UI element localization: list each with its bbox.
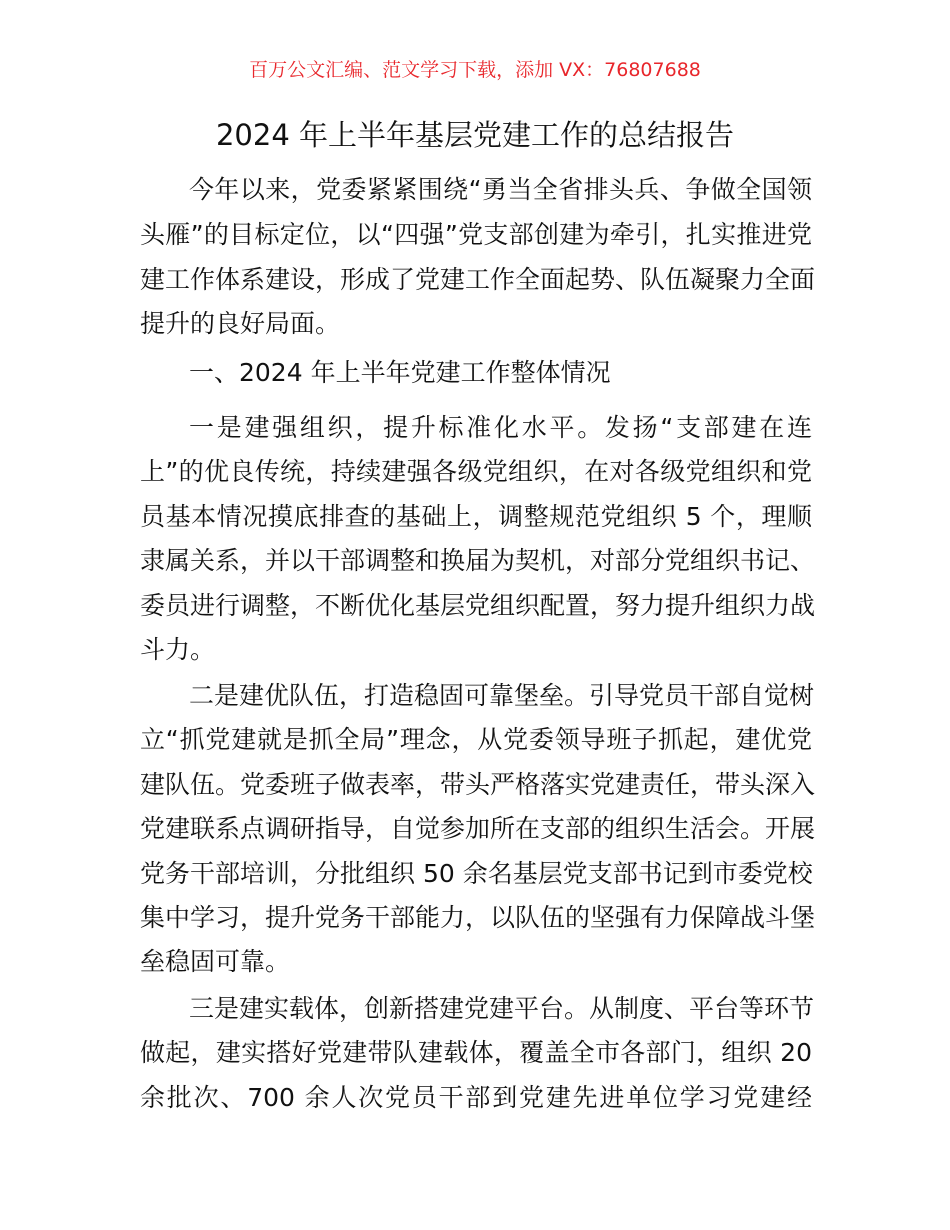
text-line: 建工作体系建设，形成了党建工作全面起势、队伍凝聚力全面 bbox=[140, 265, 816, 294]
text-line: 头雁”的目标定位，以“四强”党支部创建为牵引，扎实推进党 bbox=[140, 220, 812, 249]
text-line: 建队伍。党委班子做表率，带头严格落实党建责任，带头深入 bbox=[140, 770, 816, 799]
text-line: 一、2024 年上半年党建工作整体情况 bbox=[189, 358, 611, 387]
text-line: 余批次、700 余人次党员干部到党建先进单位学习党建经 bbox=[140, 1083, 812, 1112]
text-line: 党建联系点调研指导，自觉参加所在支部的组织生活会。开展 bbox=[140, 814, 816, 843]
text-line: 二是建优队伍，打造稳固可靠堡垒。引导党员干部自觉树 bbox=[189, 681, 815, 710]
text-line: 垒稳固可靠。 bbox=[140, 947, 291, 976]
text-line: 上”的优良传统，持续建强各级党组织，在对各级党组织和党 bbox=[140, 457, 812, 486]
text-line: 立“抓党建就是抓全局”理念，从党委领导班子抓起，建优党 bbox=[140, 725, 812, 754]
text-line: 斗力。 bbox=[140, 635, 216, 664]
watermark-header: 百万公文汇编、范文学习下载，添加 VX：76807688 bbox=[249, 59, 701, 81]
text-line: 党务干部培训，分批组织 50 余名基层党支部书记到市委党校 bbox=[140, 859, 813, 888]
document-title: 2024 年上半年基层党建工作的总结报告 bbox=[215, 118, 735, 152]
text-line: 隶属关系，并以干部调整和换届为契机，对部分党组织书记、 bbox=[140, 546, 816, 575]
text-line: 今年以来，党委紧紧围绕“勇当全省排头兵、争做全国领 bbox=[189, 175, 812, 204]
text-line: 集中学习，提升党务干部能力，以队伍的坚强有力保障战斗堡 bbox=[140, 903, 816, 932]
text-line: 员基本情况摸底排查的基础上，调整规范党组织 5 个，理顺 bbox=[140, 502, 812, 531]
text-line: 做起，建实搭好党建带队建载体，覆盖全市各部门，组织 20 bbox=[140, 1038, 812, 1067]
text-line: 委员进行调整，不断优化基层党组织配置，努力提升组织力战 bbox=[140, 591, 816, 620]
text-line: 提升的良好局面。 bbox=[140, 309, 341, 338]
text-line: 一是建强组织，提升标准化水平。发扬“支部建在连 bbox=[189, 413, 812, 442]
text-line: 三是建实载体，创新搭建党建平台。从制度、平台等环节 bbox=[189, 994, 815, 1023]
